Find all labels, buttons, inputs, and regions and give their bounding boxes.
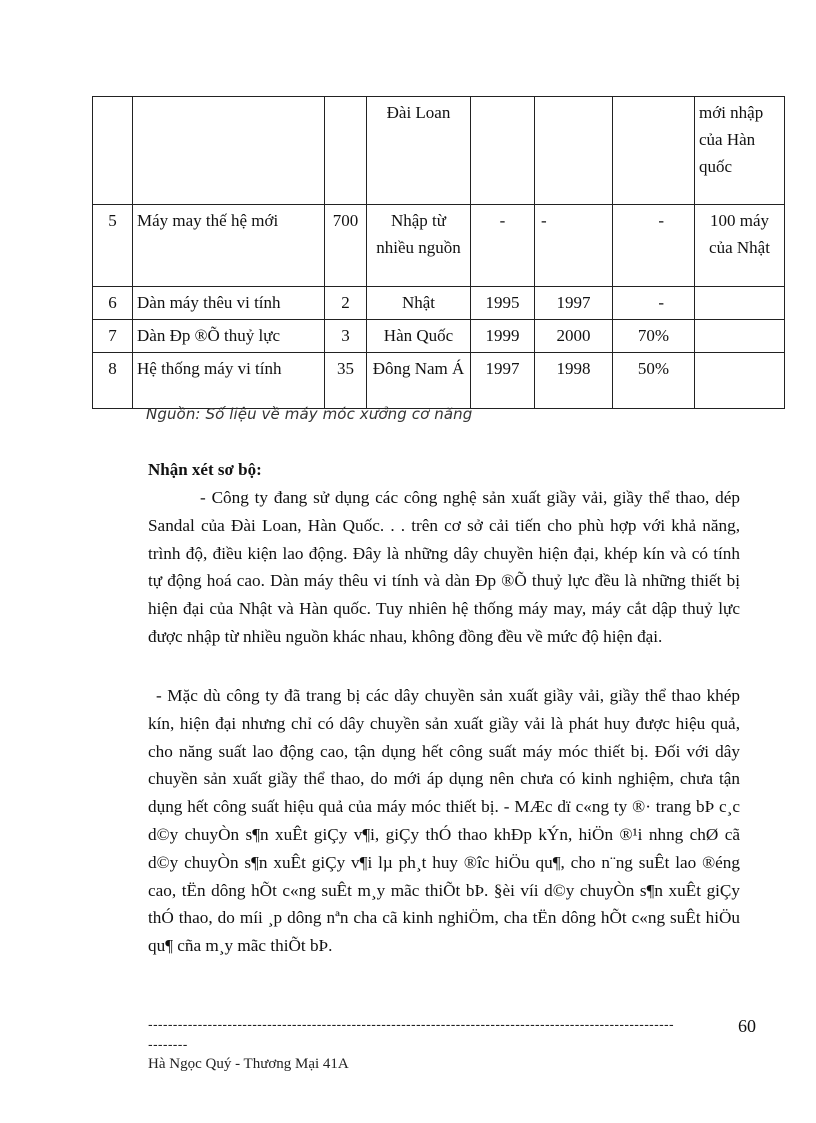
cell-source: Nhật xyxy=(367,287,471,320)
cell-stt: 8 xyxy=(93,353,133,409)
table-row xyxy=(93,205,785,287)
cell-percent: - xyxy=(613,287,695,320)
paragraph-1: - Công ty đang sử dụng các công nghệ sản xuất giầy vải, giầy thể thao, dép Sandal của Đài Loan, Hàn Quốc. . . trên cơ sở cải tiến cho phù hợp với khả năng, trình độ, điều kiện lao động. Đây là những dây chuyền hiện đại, khép kín và có tính tự động hoá cao. Dàn máy thêu vi tính và dàn Ðp ®Õ thuỷ lực đều là những thiết bị hiện đại của Nhật và Hàn quốc. Tuy nhiên hệ thống máy may, máy cắt dập thuỷ lực được nhập từ nhiều nguồn khác nhau, không đồng đều về mức độ hiện đại. xyxy=(148,488,740,646)
cell-percent: - xyxy=(613,205,695,287)
footer-rule: ---------------------------------------------------------------------------------------------------------- xyxy=(148,1016,674,1032)
cell-qty: 35 xyxy=(325,353,367,409)
cell-source: Nhập từ nhiều nguồn xyxy=(367,205,471,287)
table-row xyxy=(93,287,785,320)
footer-author: Hà Ngọc Quý - Thương Mại 41A xyxy=(148,1056,349,1072)
paragraph-2: - Mặc dù công ty đã trang bị các dây chuyền sản xuất giầy vải, giầy thể thao khép kín, hiện đại nhưng chỉ có dây chuyền sản xuất giầy vải là phát huy được hiệu quả, cho năng suất lao động cao, tận dụng hết công suất máy móc thiết bị. Đối với dây chuyền sản xuất giầy thể thao, do mới áp dụng nên chưa có kinh nghiệm, chưa tận dụng hết công suất hiệu quả của máy móc thiết bị. - MÆc dï c«ng ty ®· trang bÞ c¸c d©y chuyÒn s¶n xuÊt giÇy v¶i, giÇy thÓ thao khÐp kÝn, hiÖn ®¹i nhng chØ cã d©y chuyÒn s¶n xuÊt giÇy v¶i lµ ph¸t huy ®îc hiÖu qu¶, cho n¨ng suÊt lao ®éng cao, tËn dông hÕt c«ng suÊt m¸y mãc thiÕt bÞ. §èi víi d©y chuyÒn s¶n xuÊt giÇy thÓ thao, do míi ¸p dông nªn cha cã kinh nghiÖm, cha tËn dông hÕt c«ng suÊt hiÖu qu¶ cña m¸y mãc thiÕt bÞ. xyxy=(148,686,740,956)
cell-name: Hệ thống máy vi tính xyxy=(133,353,325,409)
cell-year-import xyxy=(471,97,535,205)
cell-source: Đài Loan xyxy=(367,97,471,205)
table-row xyxy=(93,353,785,409)
cell-percent: 70% xyxy=(613,320,695,353)
cell-stt: 6 xyxy=(93,287,133,320)
cell-source: Hàn Quốc xyxy=(367,320,471,353)
equipment-table xyxy=(92,96,785,409)
table-row xyxy=(93,97,785,205)
cell-year-import: 1995 xyxy=(471,287,535,320)
cell-name: Dàn Ðp ®Õ thuỷ lực xyxy=(133,320,325,353)
cell-note xyxy=(695,287,785,320)
cell-name: Máy may thế hệ mới xyxy=(133,205,325,287)
cell-year-import: 1999 xyxy=(471,320,535,353)
cell-note xyxy=(695,320,785,353)
cell-name xyxy=(133,97,325,205)
cell-year-use xyxy=(535,97,613,205)
cell-note: 100 máy của Nhật xyxy=(695,205,785,287)
cell-year-use: 1997 xyxy=(535,287,613,320)
cell-qty xyxy=(325,97,367,205)
cell-stt: 7 xyxy=(93,320,133,353)
cell-qty: 2 xyxy=(325,287,367,320)
cell-year-import: 1997 xyxy=(471,353,535,409)
section-heading: Nhận xét sơ bộ: xyxy=(148,460,262,479)
cell-year-import: - xyxy=(471,205,535,287)
cell-source: Đông Nam Á xyxy=(367,353,471,409)
cell-year-use: 1998 xyxy=(535,353,613,409)
cell-year-use: 2000 xyxy=(535,320,613,353)
footer-rule-continuation: -------- xyxy=(148,1036,188,1052)
cell-percent xyxy=(613,97,695,205)
cell-qty: 3 xyxy=(325,320,367,353)
table-source-caption: Nguồn: Số liệu về máy móc xưởng cơ năng xyxy=(146,405,473,423)
cell-year-use: - xyxy=(535,205,613,287)
cell-name: Dàn máy thêu vi tính xyxy=(133,287,325,320)
cell-qty: 700 xyxy=(325,205,367,287)
cell-stt xyxy=(93,97,133,205)
page-number: 60 xyxy=(738,1016,756,1036)
cell-stt: 5 xyxy=(93,205,133,287)
cell-percent: 50% xyxy=(613,353,695,409)
table-row xyxy=(93,320,785,353)
cell-note: mới nhập của Hàn quốc xyxy=(695,97,785,205)
cell-note xyxy=(695,353,785,409)
